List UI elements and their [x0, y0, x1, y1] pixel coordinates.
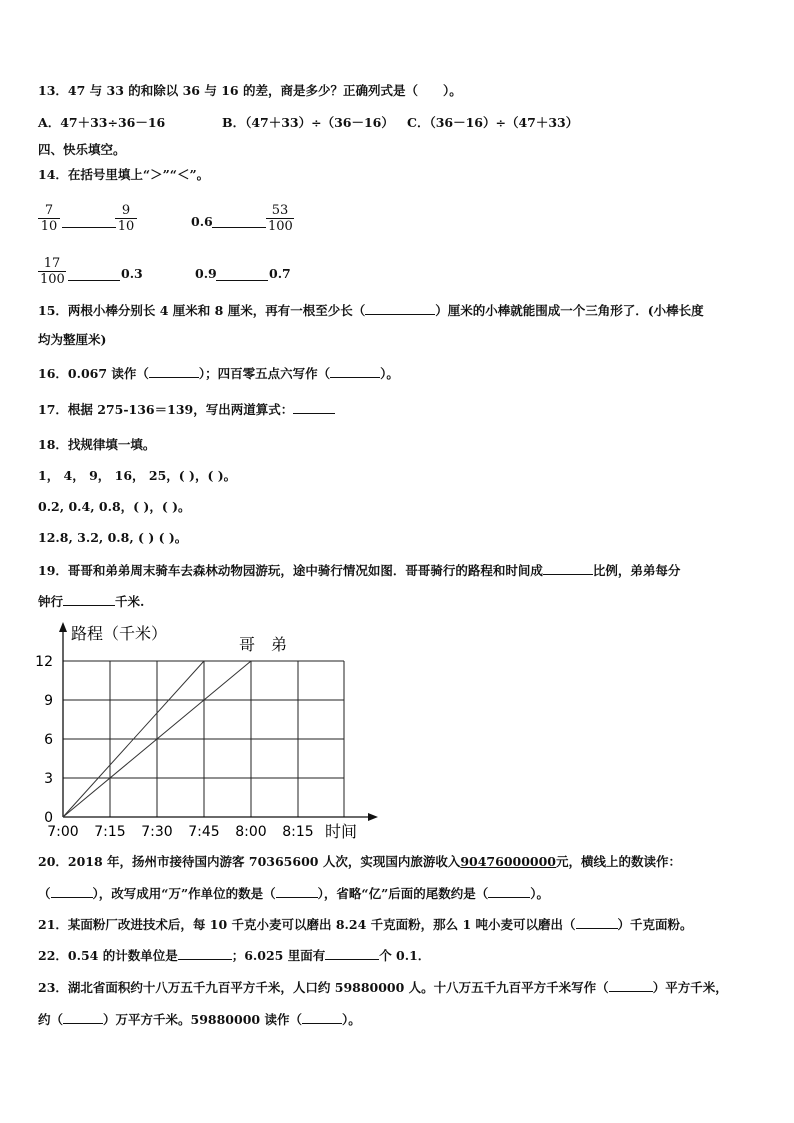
- q19-text: 比例，弟弟每分: [592, 563, 681, 578]
- x-tick-label: 8:00: [235, 824, 267, 840]
- q19-text: 钟行: [38, 594, 64, 609]
- q15-text: 15．两根小棒分别长 4 厘米和 8 厘米，再有一根至少长（: [38, 303, 366, 318]
- x-tick-label: 7:30: [141, 824, 173, 840]
- q15-line1: [38, 302, 704, 319]
- answer-blank[interactable]: [330, 365, 380, 378]
- fraction-17-100: [38, 256, 66, 287]
- x-tick-label: 7:15: [94, 824, 126, 840]
- y-tick-label: 12: [35, 654, 53, 670]
- answer-blank[interactable]: [178, 947, 232, 960]
- answer-blank[interactable]: [63, 1011, 103, 1024]
- q19-text: 千米.: [115, 594, 145, 609]
- series-legend: 哥 弟: [239, 635, 288, 654]
- x-tick-label: 7:00: [47, 824, 79, 840]
- fraction-denominator: 10: [117, 219, 135, 234]
- q22-text: 22．0.54 的计数单位是: [38, 948, 178, 963]
- y-tick-label: 6: [44, 732, 53, 748]
- x-tick-label: 8:15: [282, 824, 314, 840]
- chart-labels: [35, 624, 357, 841]
- answer-line[interactable]: [216, 280, 268, 281]
- y-tick-label: 0: [44, 810, 53, 826]
- fraction-7-10: [38, 203, 60, 234]
- x-axis-arrow: [368, 813, 378, 821]
- answer-blank[interactable]: [302, 1011, 342, 1024]
- fraction-9-10: [115, 203, 137, 234]
- x-axis-label: 时间: [325, 822, 358, 841]
- answer-blank[interactable]: [276, 885, 318, 898]
- fraction-numerator: 53: [271, 203, 289, 218]
- answer-blank[interactable]: [149, 365, 199, 378]
- fraction-denominator: 100: [268, 219, 293, 234]
- q20-text: ），改写成用“万”作单位的数是（: [92, 886, 276, 901]
- y-axis-label: 路程（千米）: [71, 624, 168, 643]
- q20-text: ），省略“亿”后面的尾数约是（: [317, 886, 489, 901]
- distance-time-chart: [30, 615, 390, 845]
- fraction-53-100: [266, 203, 294, 234]
- q20-line2: [38, 885, 549, 902]
- q19-line2: [38, 593, 144, 610]
- compare-value: 0.6: [191, 214, 213, 229]
- q15-text: ）厘米的小棒就能围成一个三角形了．(小棒长度: [435, 303, 704, 318]
- answer-blank[interactable]: [576, 916, 618, 929]
- q20-line1: [38, 854, 681, 870]
- q16-text: 16．0.067 读作（: [38, 366, 149, 381]
- q22-text: ；6.025 里面有: [231, 948, 326, 963]
- q20-underlined-number: 90476000000: [460, 854, 557, 869]
- q22-text: 个 0.1．: [379, 948, 431, 963]
- y-tick-label: 3: [44, 771, 53, 787]
- answer-blank[interactable]: [293, 401, 335, 414]
- answer-blank[interactable]: [543, 562, 593, 575]
- q20-text: 20．2018 年，扬州市接待国内游客 70365600 人次，实现国内旅游收入: [38, 854, 461, 869]
- q23-line2: [38, 1011, 361, 1028]
- q19-text: 19．哥哥和弟弟周末骑车去森林动物园游玩，途中骑行情况如图．哥哥骑行的路程和时间成: [38, 563, 543, 578]
- q23-text: ）。: [341, 1012, 361, 1027]
- answer-line[interactable]: [212, 227, 266, 228]
- q13-question: 13．47 与 33 的和除以 36 与 16 的差，商是多少？正确列式是（ ）。: [38, 83, 462, 98]
- fraction-denominator: 100: [40, 272, 65, 287]
- answer-blank[interactable]: [488, 885, 530, 898]
- y-tick-label: 9: [44, 693, 53, 709]
- q13-option-c: C．（36－16）÷（47＋33）: [407, 115, 579, 130]
- q17-text: 17．根据 275-136＝139，写出两道算式：: [38, 402, 294, 417]
- fraction-numerator: 7: [44, 203, 54, 218]
- q20-text: ）。: [530, 886, 550, 901]
- section-heading: 四、快乐填空。: [38, 142, 126, 157]
- answer-line[interactable]: [62, 227, 116, 228]
- x-tick-label: 7:45: [188, 824, 220, 840]
- q23-line1: [38, 979, 728, 996]
- answer-blank[interactable]: [325, 947, 379, 960]
- q13-option-a: A．47＋33÷36－16: [38, 115, 166, 130]
- fraction-numerator: 9: [121, 203, 131, 218]
- chart-axes: [59, 622, 378, 821]
- q23-text: 约（: [38, 1012, 64, 1027]
- q21-text: ）千克面粉。: [617, 917, 693, 932]
- q16-text: ）；四百零五点六写作（: [198, 366, 331, 381]
- compare-value: 0.7: [269, 266, 291, 281]
- q16-line: [38, 365, 399, 382]
- answer-blank[interactable]: [609, 979, 653, 992]
- q16-text: ）。: [380, 366, 399, 381]
- q23-text: 23．湖北省面积约十八万五千九百平方千米，人口约 59880000 人。十八万五千九百平方千米写作（: [38, 980, 609, 995]
- q23-text: ）万平方千米。59880000 读作（: [103, 1012, 302, 1027]
- chart-grid: [63, 661, 344, 817]
- q13-option-b: B．（47＋33）÷（36－16）: [222, 115, 394, 130]
- fraction-denominator: 10: [40, 219, 58, 234]
- q19-line1: [38, 562, 680, 579]
- q23-text: ）平方千米，: [652, 980, 728, 995]
- compare-value: 0.9: [195, 266, 217, 281]
- q17-line: [38, 401, 335, 418]
- answer-blank[interactable]: [51, 885, 93, 898]
- q18-row3: 12.8, 3.2, 0.8, ( ) ( )。: [38, 530, 188, 545]
- q18-row2: 0.2, 0.4, 0.8，( )，( )。: [38, 499, 191, 514]
- compare-value: 0.3: [121, 266, 143, 281]
- q18-question: 18．找规律填一填。: [38, 437, 156, 452]
- fraction-numerator: 17: [43, 256, 61, 271]
- q18-row1: 1， 4， 9， 16， 25，( )，( )。: [38, 468, 237, 483]
- y-axis-arrow: [59, 622, 67, 632]
- answer-blank[interactable]: [365, 302, 435, 315]
- q15-line2: 均为整厘米): [38, 332, 107, 347]
- q21-text: 21．某面粉厂改进技术后，每 10 千克小麦可以磨出 8.24 千克面粉，那么 1 吨小麦可以磨出（: [38, 917, 576, 932]
- q14-question: 14．在括号里填上“＞”“＜”。: [38, 167, 210, 182]
- answer-line[interactable]: [68, 280, 120, 281]
- q20-text: 元，横线上的数读作：: [556, 854, 682, 869]
- answer-blank[interactable]: [63, 593, 115, 606]
- q20-text: （: [38, 886, 51, 901]
- q22-line: [38, 947, 430, 964]
- q21-line: [38, 916, 693, 933]
